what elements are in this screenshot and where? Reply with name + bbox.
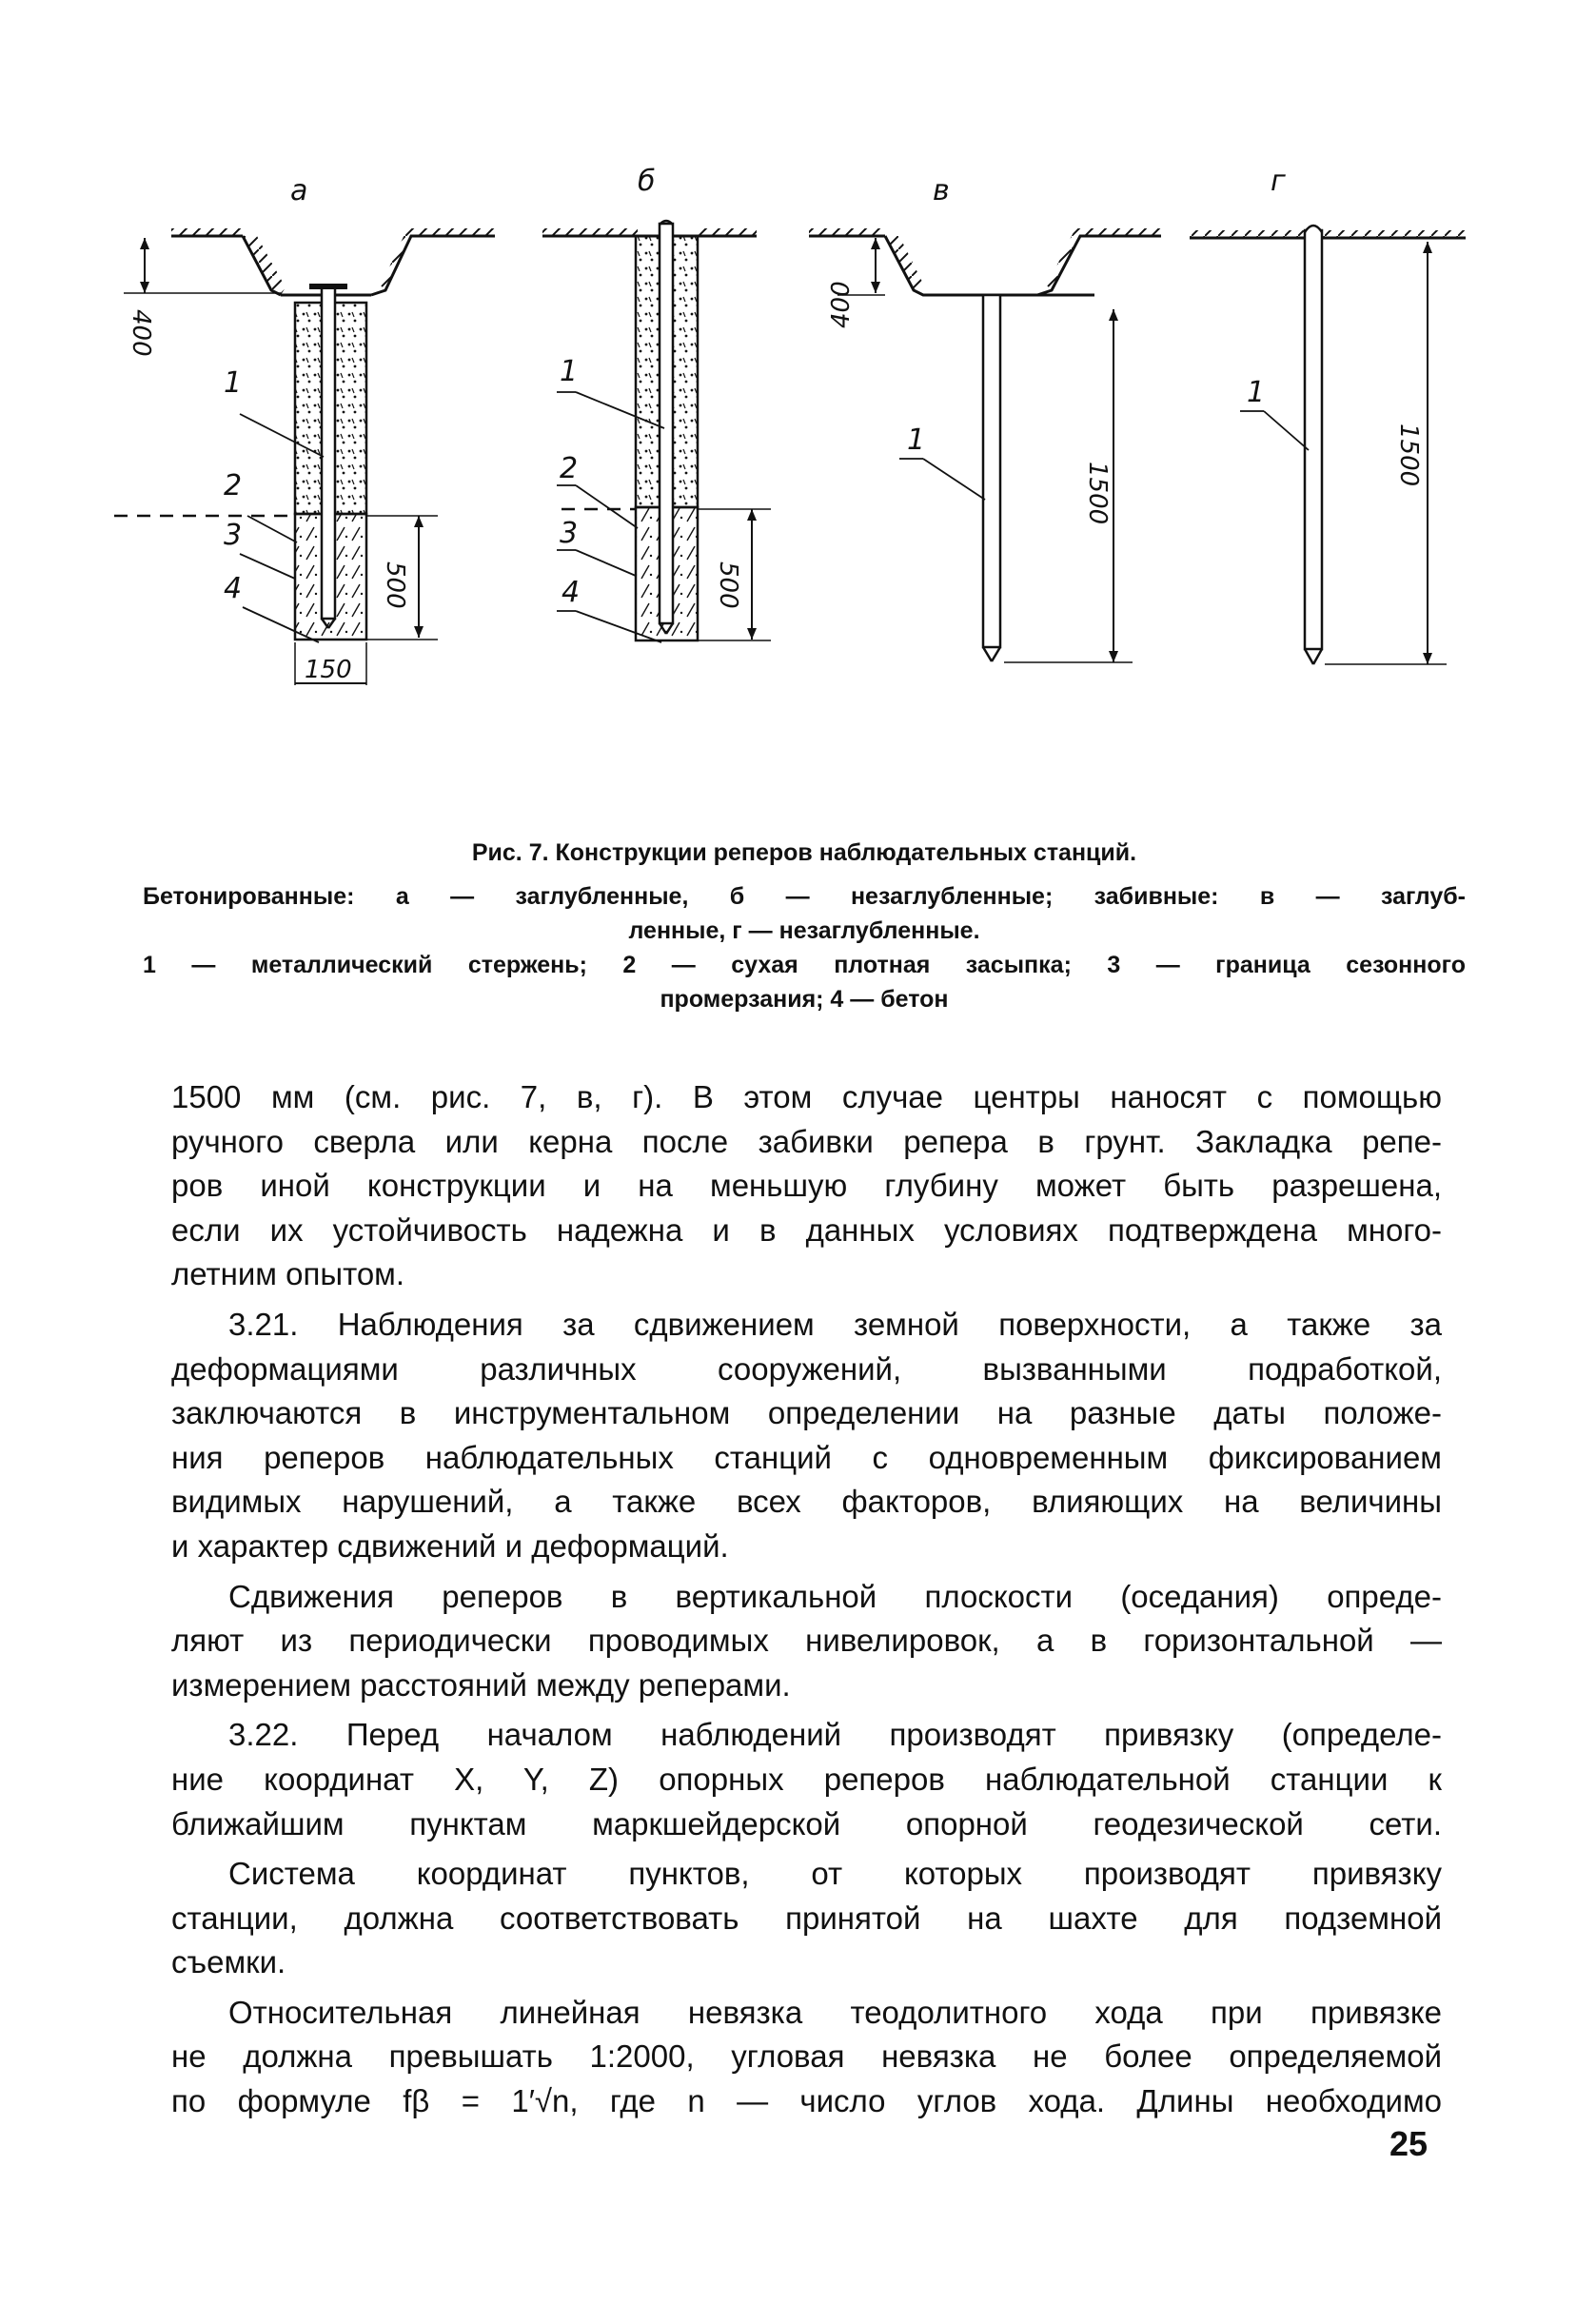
paragraph-1	[171, 1075, 1442, 1297]
callout-a-1: 1	[224, 366, 243, 400]
figure-benchmark-constructions	[127, 143, 1466, 837]
text-line: и характер сдвижений и деформаций.	[171, 1527, 729, 1564]
body-text	[171, 1075, 1442, 2124]
caption-line: Бетонированные: а — заглубленные, б — незаглубленные; забивные: в — заглуб-	[143, 883, 1466, 910]
dim-a-depth: 400	[127, 309, 155, 357]
callout-g-1: 1	[1247, 376, 1266, 409]
callout-b-3: 3	[560, 517, 579, 550]
dim-g-length: 1500	[1394, 423, 1423, 487]
text-line: 3.22. Перед началом наблюдений производят привязку (определе-	[228, 1717, 1442, 1753]
panel-letter-b: б	[638, 165, 656, 198]
text-line: деформациями различных сооружений, вызванными подработкой,	[171, 1350, 1442, 1387]
panel-v-drawing	[809, 228, 1161, 662]
text-line: станции, должна соответствовать принятой на шахте для подземной	[171, 1900, 1442, 1936]
text-line: ближайшим пунктам маркшейдерской опорной геодезической сети.	[171, 1805, 1442, 1841]
text-line: Сдвижения реперов в вертикальной плоскости (оседания) опреде-	[228, 1578, 1442, 1614]
paragraph-5	[171, 1852, 1442, 1985]
text-line: измерением расстояний между реперами.	[171, 1666, 791, 1703]
dim-b-seasonal: 500	[714, 561, 742, 609]
text-line: ние координат X, Y, Z) опорных реперов наблюдательной станции к	[171, 1761, 1442, 1797]
caption-line: промерзания; 4 — бетон	[660, 986, 949, 1013]
paragraph-3-22	[171, 1713, 1442, 1846]
caption-line: 1 — металлический стержень; 2 — сухая плотная засыпка; 3 — граница сезонного	[143, 952, 1466, 978]
panel-letter-v: в	[933, 174, 950, 207]
callout-b-4: 4	[562, 576, 581, 609]
callout-b-2: 2	[560, 452, 579, 485]
dim-a-seasonal: 500	[381, 561, 409, 609]
dim-v-depth: 400	[827, 281, 856, 328]
paragraph-3-21	[171, 1303, 1442, 1569]
page-number: 25	[1389, 2124, 1429, 2163]
panel-b-drawing	[542, 221, 771, 642]
panel-letter-g: г	[1271, 165, 1286, 198]
text-line: ния реперов наблюдательных станций с одновременным фиксированием	[171, 1439, 1442, 1475]
text-line: Относительная линейная невязка теодолитного хода при привязке	[228, 1994, 1442, 2030]
caption-line: ленные, г — незаглубленные.	[628, 917, 980, 944]
text-line: ручного сверла или керна после забивки репера в грунт. Закладка репе-	[171, 1123, 1442, 1159]
callout-v-1: 1	[907, 423, 926, 457]
figure-title: Рис. 7. Конструкции реперов наблюдательных станций.	[471, 839, 1137, 866]
text-line-formula: по формуле fβ = 1′√n, где n — число углов хода. Длины необходимо	[171, 2083, 1442, 2119]
panel-g-drawing	[1190, 226, 1466, 664]
panel-letter-a: а	[290, 174, 308, 207]
text-line: ров иной конструкции и на меньшую глубину может быть разрешена,	[171, 1168, 1442, 1204]
text-line: ляют из периодически проводимых нивелировок, а в горизонтальной —	[171, 1623, 1442, 1659]
text-line: не должна превышать 1:2000, угловая невязка не более определяемой	[171, 2038, 1442, 2075]
paragraph-3	[171, 1575, 1442, 1708]
figure-caption	[143, 879, 1466, 1016]
text-line: летним опытом.	[171, 1256, 405, 1292]
text-line: 3.21. Наблюдения за сдвижением земной поверхности, а также за	[228, 1306, 1442, 1342]
panel-a-drawing	[114, 228, 495, 685]
text-line: заключаются в инструментальном определении на разные даты положе-	[171, 1395, 1442, 1431]
text-line: видимых нарушений, а также всех факторов, влияющих на величины	[171, 1484, 1442, 1520]
callout-b-1: 1	[560, 355, 579, 388]
callout-a-2: 2	[224, 469, 243, 502]
text-line: Система координат пунктов, от которых производят привязку	[228, 1856, 1442, 1892]
callout-a-4: 4	[224, 572, 243, 605]
text-line: если их устойчивость надежна и в данных условиях подтверждена много-	[171, 1211, 1442, 1248]
figure-drawing	[127, 143, 1466, 837]
text-line: съемки.	[171, 1944, 286, 1980]
text-line: 1500 мм (см. рис. 7, в, г). В этом случае центры наносят с помощью	[171, 1079, 1442, 1114]
dim-v-length: 1500	[1083, 462, 1112, 525]
dim-a-width: 150	[305, 656, 352, 684]
callout-a-3: 3	[224, 519, 243, 552]
paragraph-6	[171, 1991, 1442, 2124]
